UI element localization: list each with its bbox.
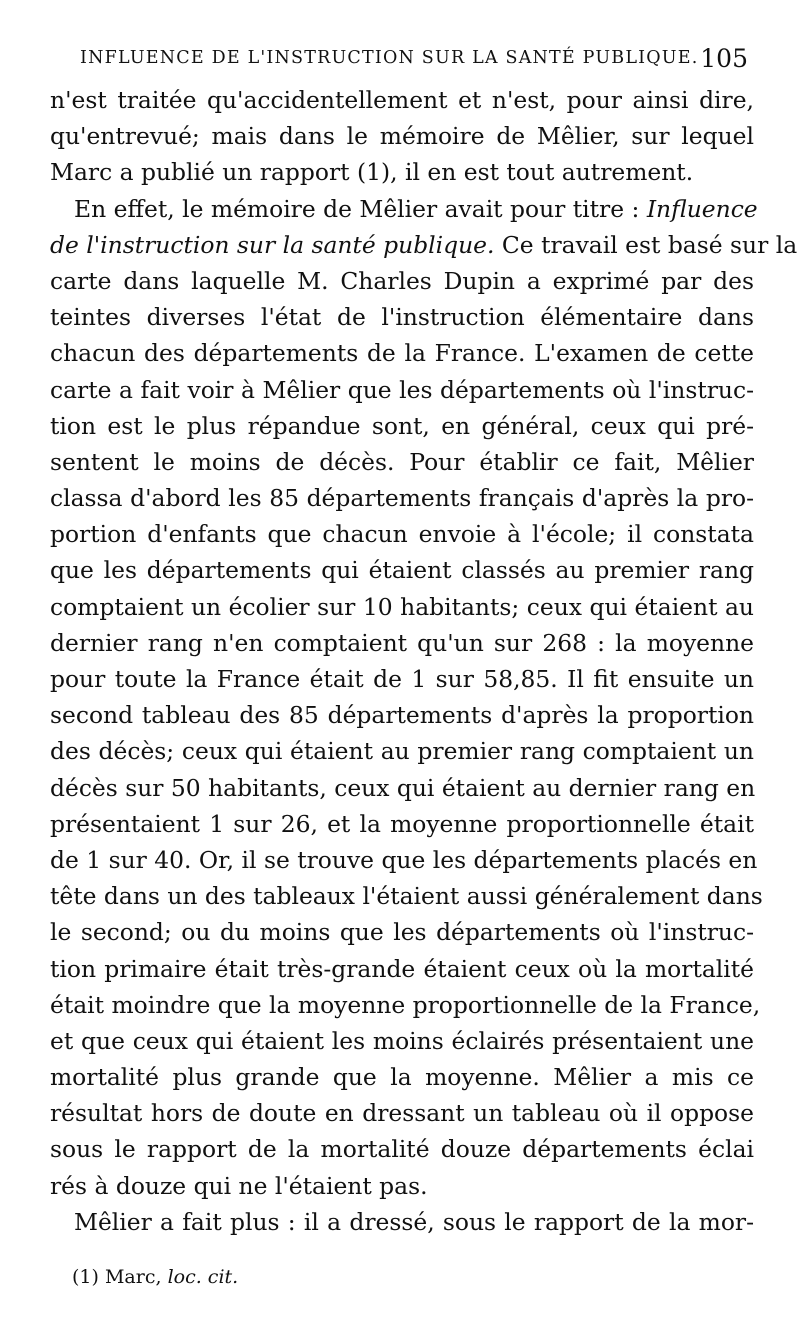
text-span: En effet, le mémoire de Mêlier avait pour titre : [74, 194, 640, 223]
text-line: Marc a publié un rapport (1), il en est tout autrement. [50, 158, 694, 187]
title-italic-span: de l'instruction sur la santé publique. [50, 230, 495, 259]
text-line: comptaient un écolier sur 10 habitants; ceux qui étaient au [50, 592, 754, 621]
text-line: pour toute la France était de 1 sur 58,85. Il fit ensuite un [50, 665, 754, 693]
footnote-author: Marc, [104, 1266, 162, 1288]
text-line: sentent le moins de décès. Pour établir ce fait, Mêlier [50, 447, 754, 476]
body-text [50, 82, 798, 1240]
running-head [72, 44, 752, 74]
text-line: résultat hors de doute en dressant un tableau où il oppose [50, 1099, 754, 1128]
text-line: de 1 sur 40. Or, il se trouve que les départements placés en [50, 845, 758, 874]
text-line [50, 227, 798, 263]
text-line: classa d'abord les 85 départements français d'après la pro- [50, 484, 754, 513]
running-title: INFLUENCE DE L'INSTRUCTION SUR LA SANTÉ PUBLIQUE. [80, 48, 699, 68]
text-line: mortalité plus grande que la moyenne. Mêlier a mis ce [50, 1063, 754, 1092]
text-line: teintes diverses l'état de l'instruction élémentaire dans [50, 303, 754, 332]
text-line: présentaient 1 sur 26, et la moyenne proportionnelle était [50, 809, 754, 838]
footnote-reference: loc. cit. [167, 1266, 239, 1288]
title-italic-span: Influence [646, 194, 758, 223]
text-line: second tableau des 85 départements d'après la proportion [50, 701, 754, 730]
text-line [50, 191, 758, 227]
text-line: que les départements qui étaient classés au premier rang [50, 556, 754, 585]
text-line: chacun des départements de la France. L'examen de cette [50, 339, 754, 368]
text-line: n'est traitée qu'accidentellement et n'est, pour ainsi dire, [50, 86, 754, 114]
text-line: rés à douze qui ne l'étaient pas. [50, 1171, 428, 1200]
text-line: carte a fait voir à Mêlier que les départements où l'instruc- [50, 375, 754, 404]
text-line: des décès; ceux qui étaient au premier rang comptaient un [50, 737, 754, 766]
text-line: tion est le plus répandue sont, en général, ceux qui pré- [50, 411, 754, 440]
text-line: et que ceux qui étaient les moins éclairés présentaient une [50, 1026, 754, 1055]
text-line: Mêlier a fait plus : il a dressé, sous le rapport de la mor- [74, 1207, 754, 1236]
text-line: était moindre que la moyenne proportionnelle de la France, [50, 990, 761, 1019]
text-line: tête dans un des tableaux l'étaient aussi généralement dans [50, 882, 763, 911]
text-line: qu'entrevué; mais dans le mémoire de Mêlier, sur lequel [50, 122, 754, 151]
text-line: décès sur 50 habitants, ceux qui étaient au dernier rang en [50, 773, 756, 802]
text-line: portion d'enfants que chacun envoie à l'école; il constata [50, 520, 754, 549]
text-line: sous le rapport de la mortalité douze départements éclai [50, 1135, 754, 1164]
text-line: carte dans laquelle M. Charles Dupin a exprimé par des [50, 266, 754, 295]
text-line: dernier rang n'en comptaient qu'un sur 268 : la moyenne [50, 628, 754, 657]
footnote [72, 1266, 238, 1288]
text-span: Ce travail est basé sur la [501, 230, 798, 259]
text-line: tion primaire était très-grande étaient ceux où la mortalité [50, 954, 754, 983]
footnote-marker: (1) [72, 1266, 99, 1288]
page-number: 105 [700, 44, 748, 73]
text-line: le second; ou du moins que les départements où l'instruc- [50, 918, 754, 947]
